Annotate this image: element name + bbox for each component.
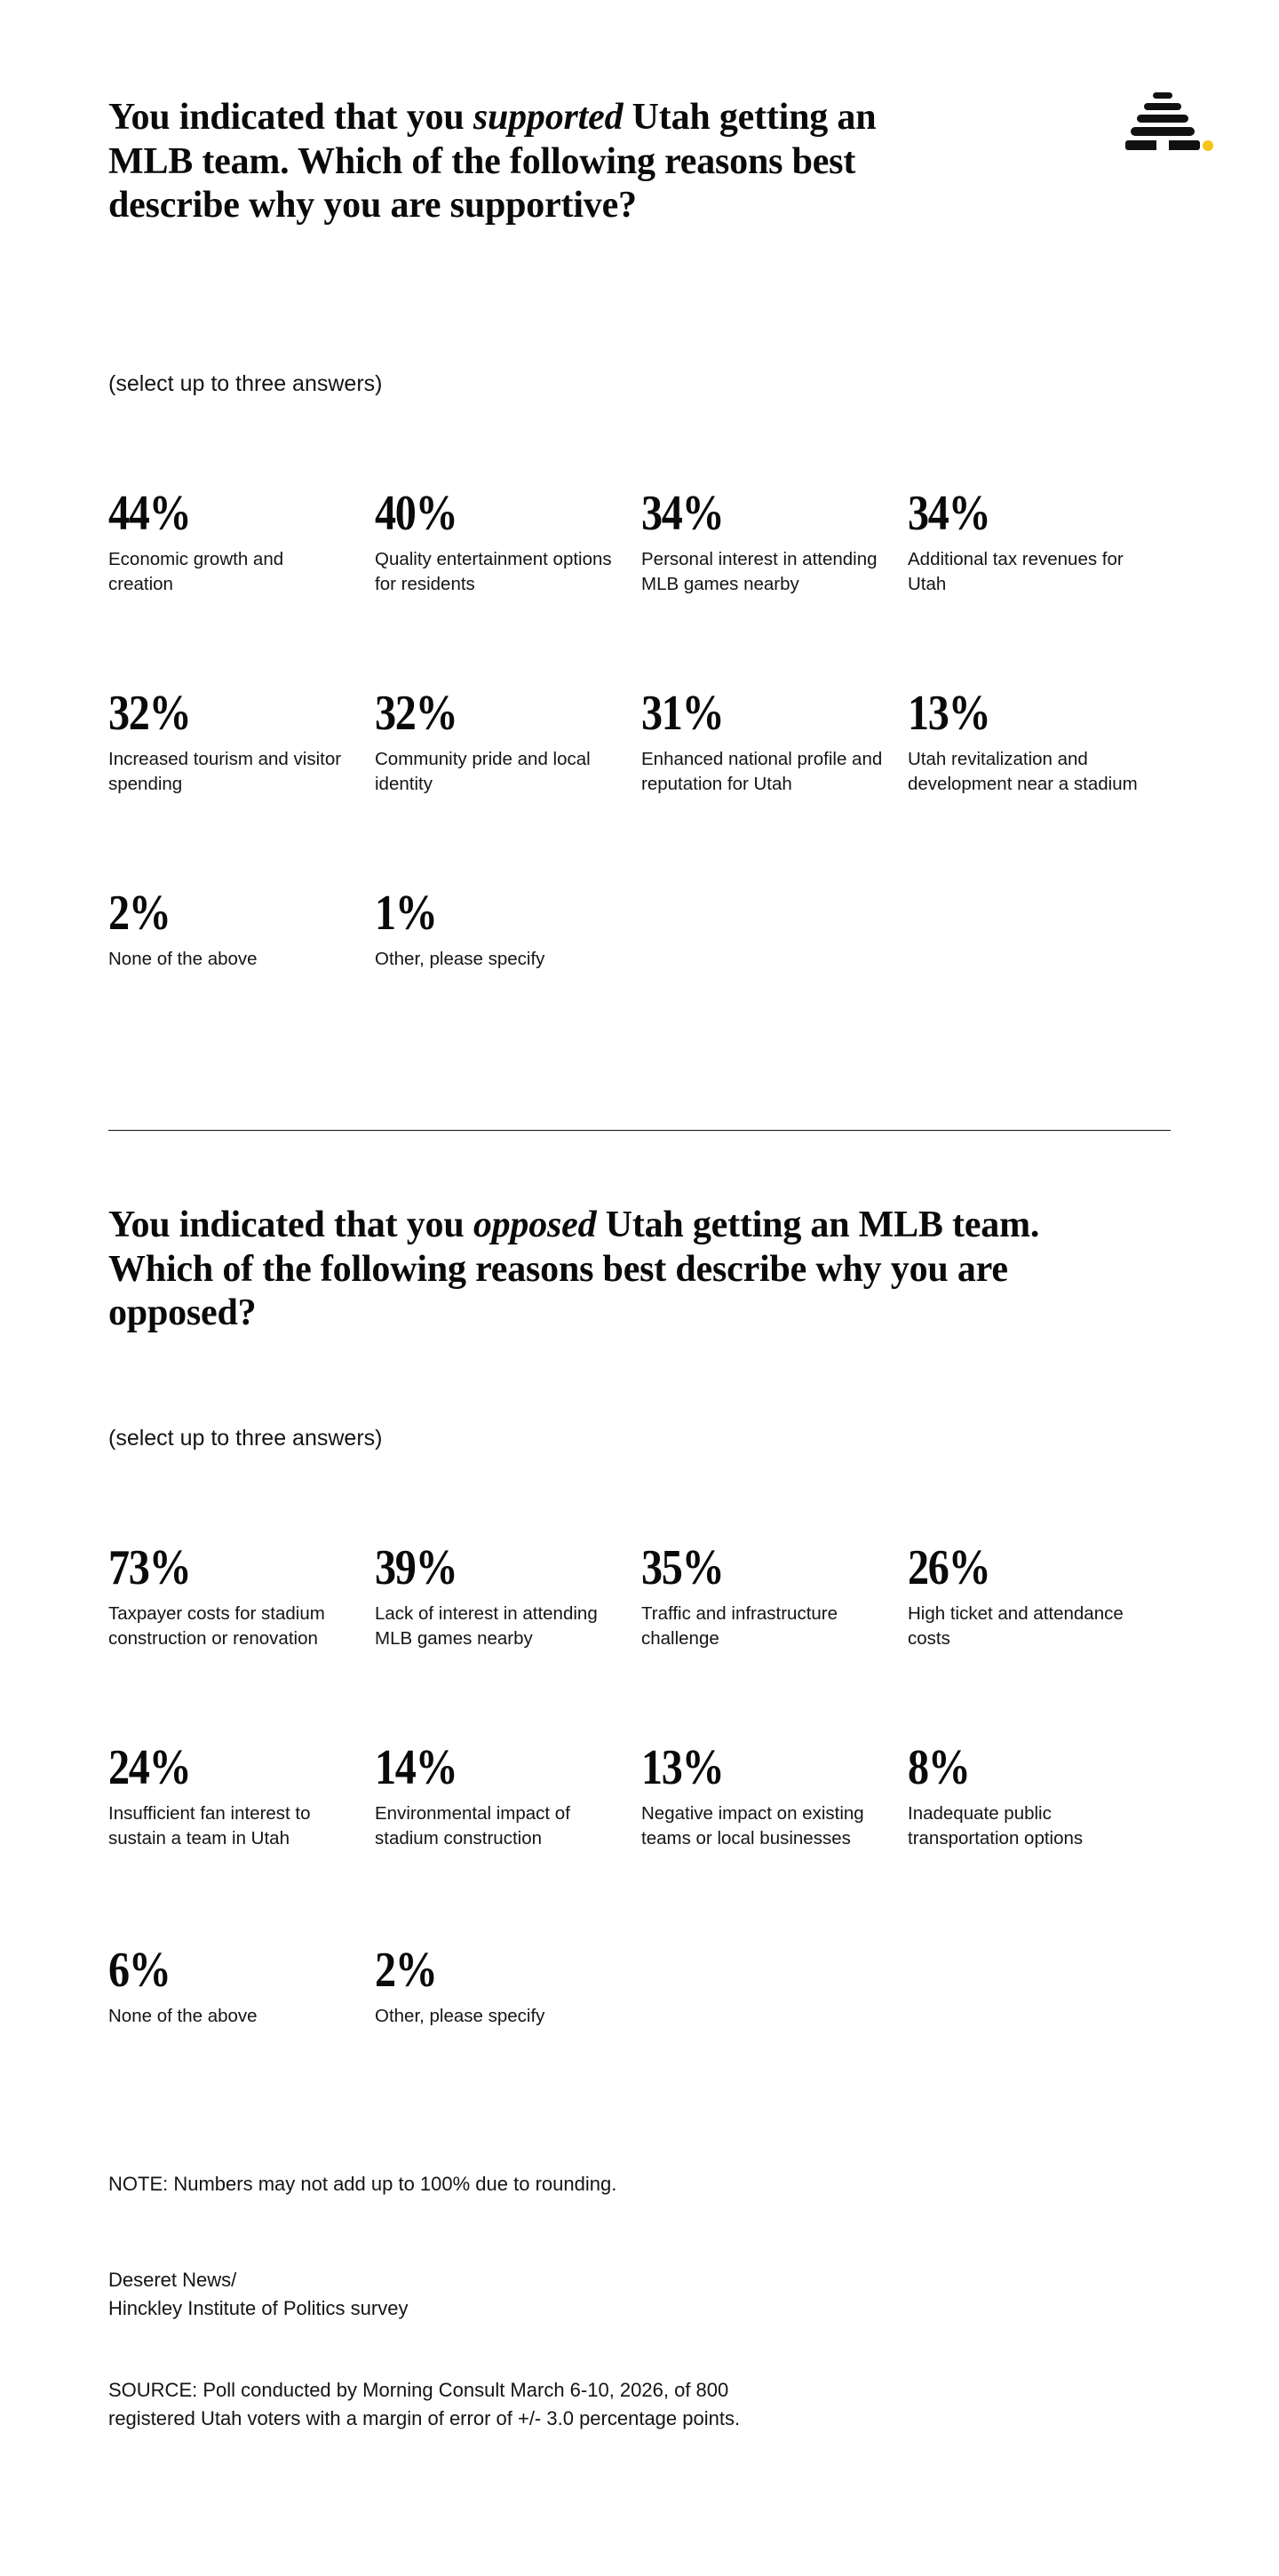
stat-value: 40% bbox=[375, 486, 457, 541]
subhead-opposed: (select up to three answers) bbox=[108, 1426, 383, 1451]
stat-value: 6% bbox=[108, 1943, 171, 1998]
stat-item bbox=[908, 1740, 1174, 1851]
stat-value: 34% bbox=[641, 486, 724, 541]
footer-note-wrap bbox=[108, 2170, 1174, 2198]
stat-item bbox=[375, 1945, 641, 2029]
stat-label: Additional tax revenues for Utah bbox=[908, 549, 1124, 594]
footer-source-line2: registered Utah voters with a margin of error of +/- 3.0 percentage points. bbox=[108, 2406, 741, 2429]
stat-label: Other, please specify bbox=[375, 2006, 545, 2026]
stat-label: Economic growth and creation bbox=[108, 549, 284, 594]
headline-before-supported: You indicated that you bbox=[108, 97, 473, 138]
stat-item bbox=[641, 1740, 908, 1851]
stat-item-empty bbox=[908, 1945, 1174, 2029]
stat-item bbox=[641, 486, 908, 597]
stat-value: 32% bbox=[375, 686, 457, 741]
stat-value: 31% bbox=[641, 686, 724, 741]
stat-value: 32% bbox=[108, 686, 191, 741]
stat-item bbox=[375, 1540, 641, 1651]
stat-item bbox=[108, 1740, 375, 1851]
stat-label: Negative impact on existing teams or local businesses bbox=[641, 1803, 864, 1849]
stat-item-empty bbox=[641, 1945, 908, 2029]
stat-label: Inadequate public transportation options bbox=[908, 1803, 1084, 1849]
page-title-supported bbox=[108, 96, 961, 228]
stat-grid-opposed-row3 bbox=[108, 1945, 1174, 2029]
stat-label: Insufficient fan interest to sustain a team in Utah bbox=[108, 1803, 311, 1849]
stat-value: 13% bbox=[908, 686, 990, 741]
section-supported bbox=[108, 96, 1174, 228]
stat-grid-supported-row2 bbox=[108, 688, 1174, 797]
stat-value: 2% bbox=[375, 1943, 437, 1998]
stat-label: Personal interest in attending MLB games nearby bbox=[641, 549, 878, 594]
stat-label: None of the above bbox=[108, 949, 258, 969]
stat-value: 13% bbox=[641, 1740, 724, 1795]
stat-item bbox=[375, 688, 641, 797]
stat-item bbox=[908, 1540, 1174, 1651]
stat-grid-opposed-row1 bbox=[108, 1540, 1174, 1651]
stat-value: 14% bbox=[375, 1740, 457, 1795]
stat-item-empty bbox=[908, 888, 1174, 972]
stat-label: Increased tourism and visitor spending bbox=[108, 749, 342, 794]
headline-emphasis-supported: supported bbox=[473, 97, 624, 138]
footer-note: NOTE: Numbers may not add up to 100% due to rounding. bbox=[108, 2173, 617, 2195]
stat-value: 35% bbox=[641, 1540, 724, 1595]
stat-label: Community pride and local identity bbox=[375, 749, 591, 794]
stat-item bbox=[908, 688, 1174, 797]
stat-label: Environmental impact of stadium construction bbox=[375, 1803, 570, 1849]
stat-item bbox=[108, 1945, 375, 2029]
stat-item bbox=[375, 486, 641, 597]
stat-item bbox=[108, 1540, 375, 1651]
headline-after-supported: Utah getting an MLB team. Which of the following reasons best describe why you are supportive? bbox=[108, 97, 877, 227]
subhead-opposed-wrap bbox=[108, 1426, 1174, 1451]
stat-item bbox=[641, 1540, 908, 1651]
stat-label: Lack of interest in attending MLB games nearby bbox=[375, 1603, 598, 1649]
section-divider-wrap bbox=[108, 1130, 1174, 1131]
stat-label: Traffic and infrastructure challenge bbox=[641, 1603, 838, 1649]
stat-item bbox=[641, 688, 908, 797]
stat-grid-supported-row1 bbox=[108, 486, 1174, 597]
subhead-supported: (select up to three answers) bbox=[108, 371, 383, 396]
stat-value: 34% bbox=[908, 486, 990, 541]
stat-item bbox=[108, 888, 375, 972]
footer-source-line1: SOURCE: Poll conducted by Morning Consult March 6-10, 2026, of 800 bbox=[108, 2379, 729, 2401]
footer-credit-line1: Deseret News/ bbox=[108, 2269, 237, 2291]
stat-grid-opposed-row2 bbox=[108, 1740, 1174, 1851]
stat-item bbox=[375, 1740, 641, 1851]
stat-value: 2% bbox=[108, 886, 171, 941]
stat-label: High ticket and attendance costs bbox=[908, 1603, 1124, 1649]
stat-grid-supported-row3 bbox=[108, 888, 1174, 972]
stat-value: 73% bbox=[108, 1540, 191, 1595]
stat-item bbox=[375, 888, 641, 972]
stat-value: 44% bbox=[108, 486, 191, 541]
page-title-opposed bbox=[108, 1204, 1112, 1336]
stat-value: 1% bbox=[375, 886, 437, 941]
stat-item bbox=[108, 486, 375, 597]
stat-value: 39% bbox=[375, 1540, 457, 1595]
section-divider bbox=[108, 1130, 1171, 1131]
headline-emphasis-opposed: opposed bbox=[473, 1205, 597, 1245]
subhead-supported-wrap bbox=[108, 371, 1174, 397]
footer-credit bbox=[108, 2266, 1174, 2323]
stat-item bbox=[108, 688, 375, 797]
stat-label: Utah revitalization and development near a stadium bbox=[908, 749, 1138, 794]
stat-value: 26% bbox=[908, 1540, 990, 1595]
stat-label: Quality entertainment options for residents bbox=[375, 549, 612, 594]
stat-item-empty bbox=[641, 888, 908, 972]
section-opposed bbox=[108, 1204, 1174, 1336]
stat-label: Enhanced national profile and reputation for Utah bbox=[641, 749, 883, 794]
stat-label: Other, please specify bbox=[375, 949, 545, 969]
stat-label: Taxpayer costs for stadium construction or renovation bbox=[108, 1603, 325, 1649]
stat-value: 8% bbox=[908, 1740, 970, 1795]
stat-item bbox=[908, 486, 1174, 597]
stat-label: None of the above bbox=[108, 2006, 258, 2026]
headline-after-opposed: Utah getting an MLB team. Which of the following reasons best describe why you are opposed? bbox=[108, 1205, 1040, 1334]
footer-source bbox=[108, 2376, 1174, 2433]
footer-credit-line2: Hinckley Institute of Politics survey bbox=[108, 2296, 409, 2319]
headline-before-opposed: You indicated that you bbox=[108, 1205, 473, 1245]
stat-value: 24% bbox=[108, 1740, 191, 1795]
